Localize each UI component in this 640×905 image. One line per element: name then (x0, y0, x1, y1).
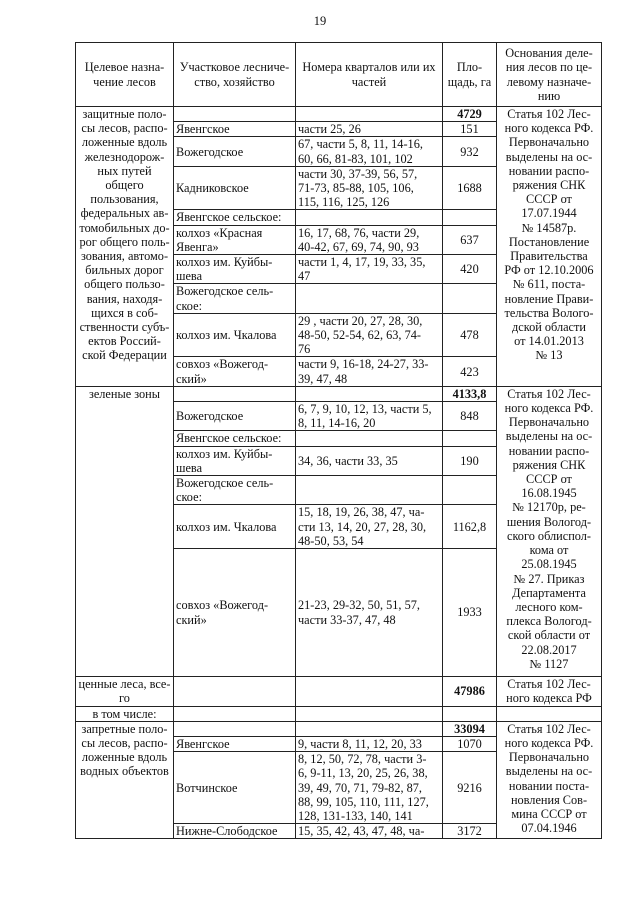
area-cell: 3172 (443, 824, 497, 839)
unit-cell: Вожегодское сель- ское: (174, 284, 296, 313)
area-cell: 423 (443, 357, 497, 386)
area-cell: 1162,8 (443, 505, 497, 549)
area-cell: 1688 (443, 166, 497, 210)
unit-cell: Вожегодское сель- ское: (174, 476, 296, 505)
unit-cell: Явенгское сельское: (174, 210, 296, 225)
unit-cell: колхоз им. Чкалова (174, 505, 296, 549)
quarters-cell: части 9, 16-18, 24-27, 33- 39, 47, 48 (296, 357, 443, 386)
unit-cell: Явенгское (174, 122, 296, 137)
area-cell: 637 (443, 225, 497, 254)
table-row (76, 721, 602, 736)
purpose-cell: запретные поло- сы лесов, распо- ложенные вдоль водных объектов (76, 721, 174, 839)
quarters-cell: 6, 7, 9, 10, 12, 13, части 5, 8, 11, 14-16, 20 (296, 402, 443, 431)
unit-cell: совхоз «Вожегод- ский» (174, 549, 296, 677)
quarters-cell: части 1, 4, 17, 19, 33, 35, 47 (296, 255, 443, 284)
basis-cell: Статья 102 Лес- ного кодекса РФ. Первоначально выделены на ос- новании распо- ряжения СНК СССР от 17.07.1944 № 14587р. Постановление Правительства РФ от 12.10.2006 № 611, поста- новление Прави- тельства Волого- дской области от 14.01.2013 № 13 (497, 107, 602, 387)
basis-cell: Статья 102 Лес- ного кодекса РФ (497, 677, 602, 706)
area-cell: 9216 (443, 752, 497, 824)
total-area: 4133,8 (443, 386, 497, 401)
unit-cell: Явенгское сельское: (174, 431, 296, 446)
forest-purpose-table (75, 42, 602, 839)
unit-cell: Явенгское (174, 736, 296, 751)
quarters-cell: 16, 17, 68, 76, части 29, 40-42, 67, 69, 74, 90, 93 (296, 225, 443, 254)
unit-cell: колхоз им. Куйбы- шева (174, 255, 296, 284)
header-basis: Основания деле- ния лесов по це- левому назначе- нию (497, 43, 602, 107)
including-label: в том числе: (76, 706, 174, 721)
header-purpose: Целевое назна- чение лесов (76, 43, 174, 107)
table-row (76, 677, 602, 706)
total-area: 47986 (443, 677, 497, 706)
area-cell: 1933 (443, 549, 497, 677)
quarters-cell: 29 , части 20, 27, 28, 30, 48-50, 52-54, 62, 63, 74- 76 (296, 313, 443, 357)
quarters-cell: 8, 12, 50, 72, 78, части 3- 6, 9-11, 13, 20, 25, 26, 38, 39, 49, 70, 71, 79-82, 87, 88, 99, 105, 110, 111, 127, 128, 131-133, 140, 141 (296, 752, 443, 824)
purpose-cell: зеленые зоны (76, 386, 174, 676)
unit-cell: Нижне-Слободское (174, 824, 296, 839)
unit-cell: колхоз «Красная Явенга» (174, 225, 296, 254)
unit-cell: колхоз им. Чкалова (174, 313, 296, 357)
header-quarters: Номера кварталов или их частей (296, 43, 443, 107)
total-area: 33094 (443, 721, 497, 736)
table-row (76, 706, 602, 721)
area-cell: 1070 (443, 736, 497, 751)
purpose-cell: ценные леса, все- го (76, 677, 174, 706)
unit-cell: совхоз «Вожегод- ский» (174, 357, 296, 386)
area-cell: 420 (443, 255, 497, 284)
header-unit: Участковое лесниче- ство, хозяйство (174, 43, 296, 107)
page-number: 19 (313, 14, 327, 28)
quarters-cell: 67, части 5, 8, 11, 14-16, 60, 66, 81-83, 101, 102 (296, 137, 443, 166)
table-row (76, 107, 602, 122)
quarters-cell: части 30, 37-39, 56, 57, 71-73, 85-88, 105, 106, 115, 116, 125, 126 (296, 166, 443, 210)
area-cell: 151 (443, 122, 497, 137)
purpose-cell: защитные поло- сы лесов, распо- ложенные вдоль железнодорож- ных путей общего пользования, федеральных ав- томобильных до- рог общего поль- зования, автомо- бильных дорог общего пользо- вания, находя- щихся в соб- ственности субъ- ектов Россий- ской Федерации (76, 107, 174, 387)
quarters-cell: части 25, 26 (296, 122, 443, 137)
basis-cell: Статья 102 Лес- ного кодекса РФ. Первоначально выделены на ос- новании поста- новления Сов- мина СССР от 07.04.1946 (497, 721, 602, 839)
header-row (76, 43, 602, 107)
unit-cell: Вотчинское (174, 752, 296, 824)
area-cell: 848 (443, 402, 497, 431)
quarters-cell: 34, 36, части 33, 35 (296, 446, 443, 475)
quarters-cell: 21-23, 29-32, 50, 51, 57, части 33-37, 47, 48 (296, 549, 443, 677)
unit-cell: Вожегодское (174, 402, 296, 431)
quarters-cell: 15, 35, 42, 43, 47, 48, ча- (296, 824, 443, 839)
table-row (76, 386, 602, 401)
area-cell: 190 (443, 446, 497, 475)
total-area: 4729 (443, 107, 497, 122)
unit-cell: колхоз им. Куйбы- шева (174, 446, 296, 475)
header-area: Пло- щадь, га (443, 43, 497, 107)
area-cell: 478 (443, 313, 497, 357)
quarters-cell: 15, 18, 19, 26, 38, 47, ча- сти 13, 14, 20, 27, 28, 30, 48-50, 53, 54 (296, 505, 443, 549)
unit-cell: Вожегодское (174, 137, 296, 166)
unit-cell: Кадниковское (174, 166, 296, 210)
basis-cell: Статья 102 Лес- ного кодекса РФ. Первоначально выделены на ос- новании распо- ряжения СНК СССР от 16.08.1945 № 12170р, ре- шения Вологод- ского облиспол- кома от 25.08.1945 № 27. Приказ Департамента лесного ком- плекса Вологод- ской области от 22.08.2017 № 1127 (497, 386, 602, 676)
quarters-cell: 9, части 8, 11, 12, 20, 33 (296, 736, 443, 751)
area-cell: 932 (443, 137, 497, 166)
